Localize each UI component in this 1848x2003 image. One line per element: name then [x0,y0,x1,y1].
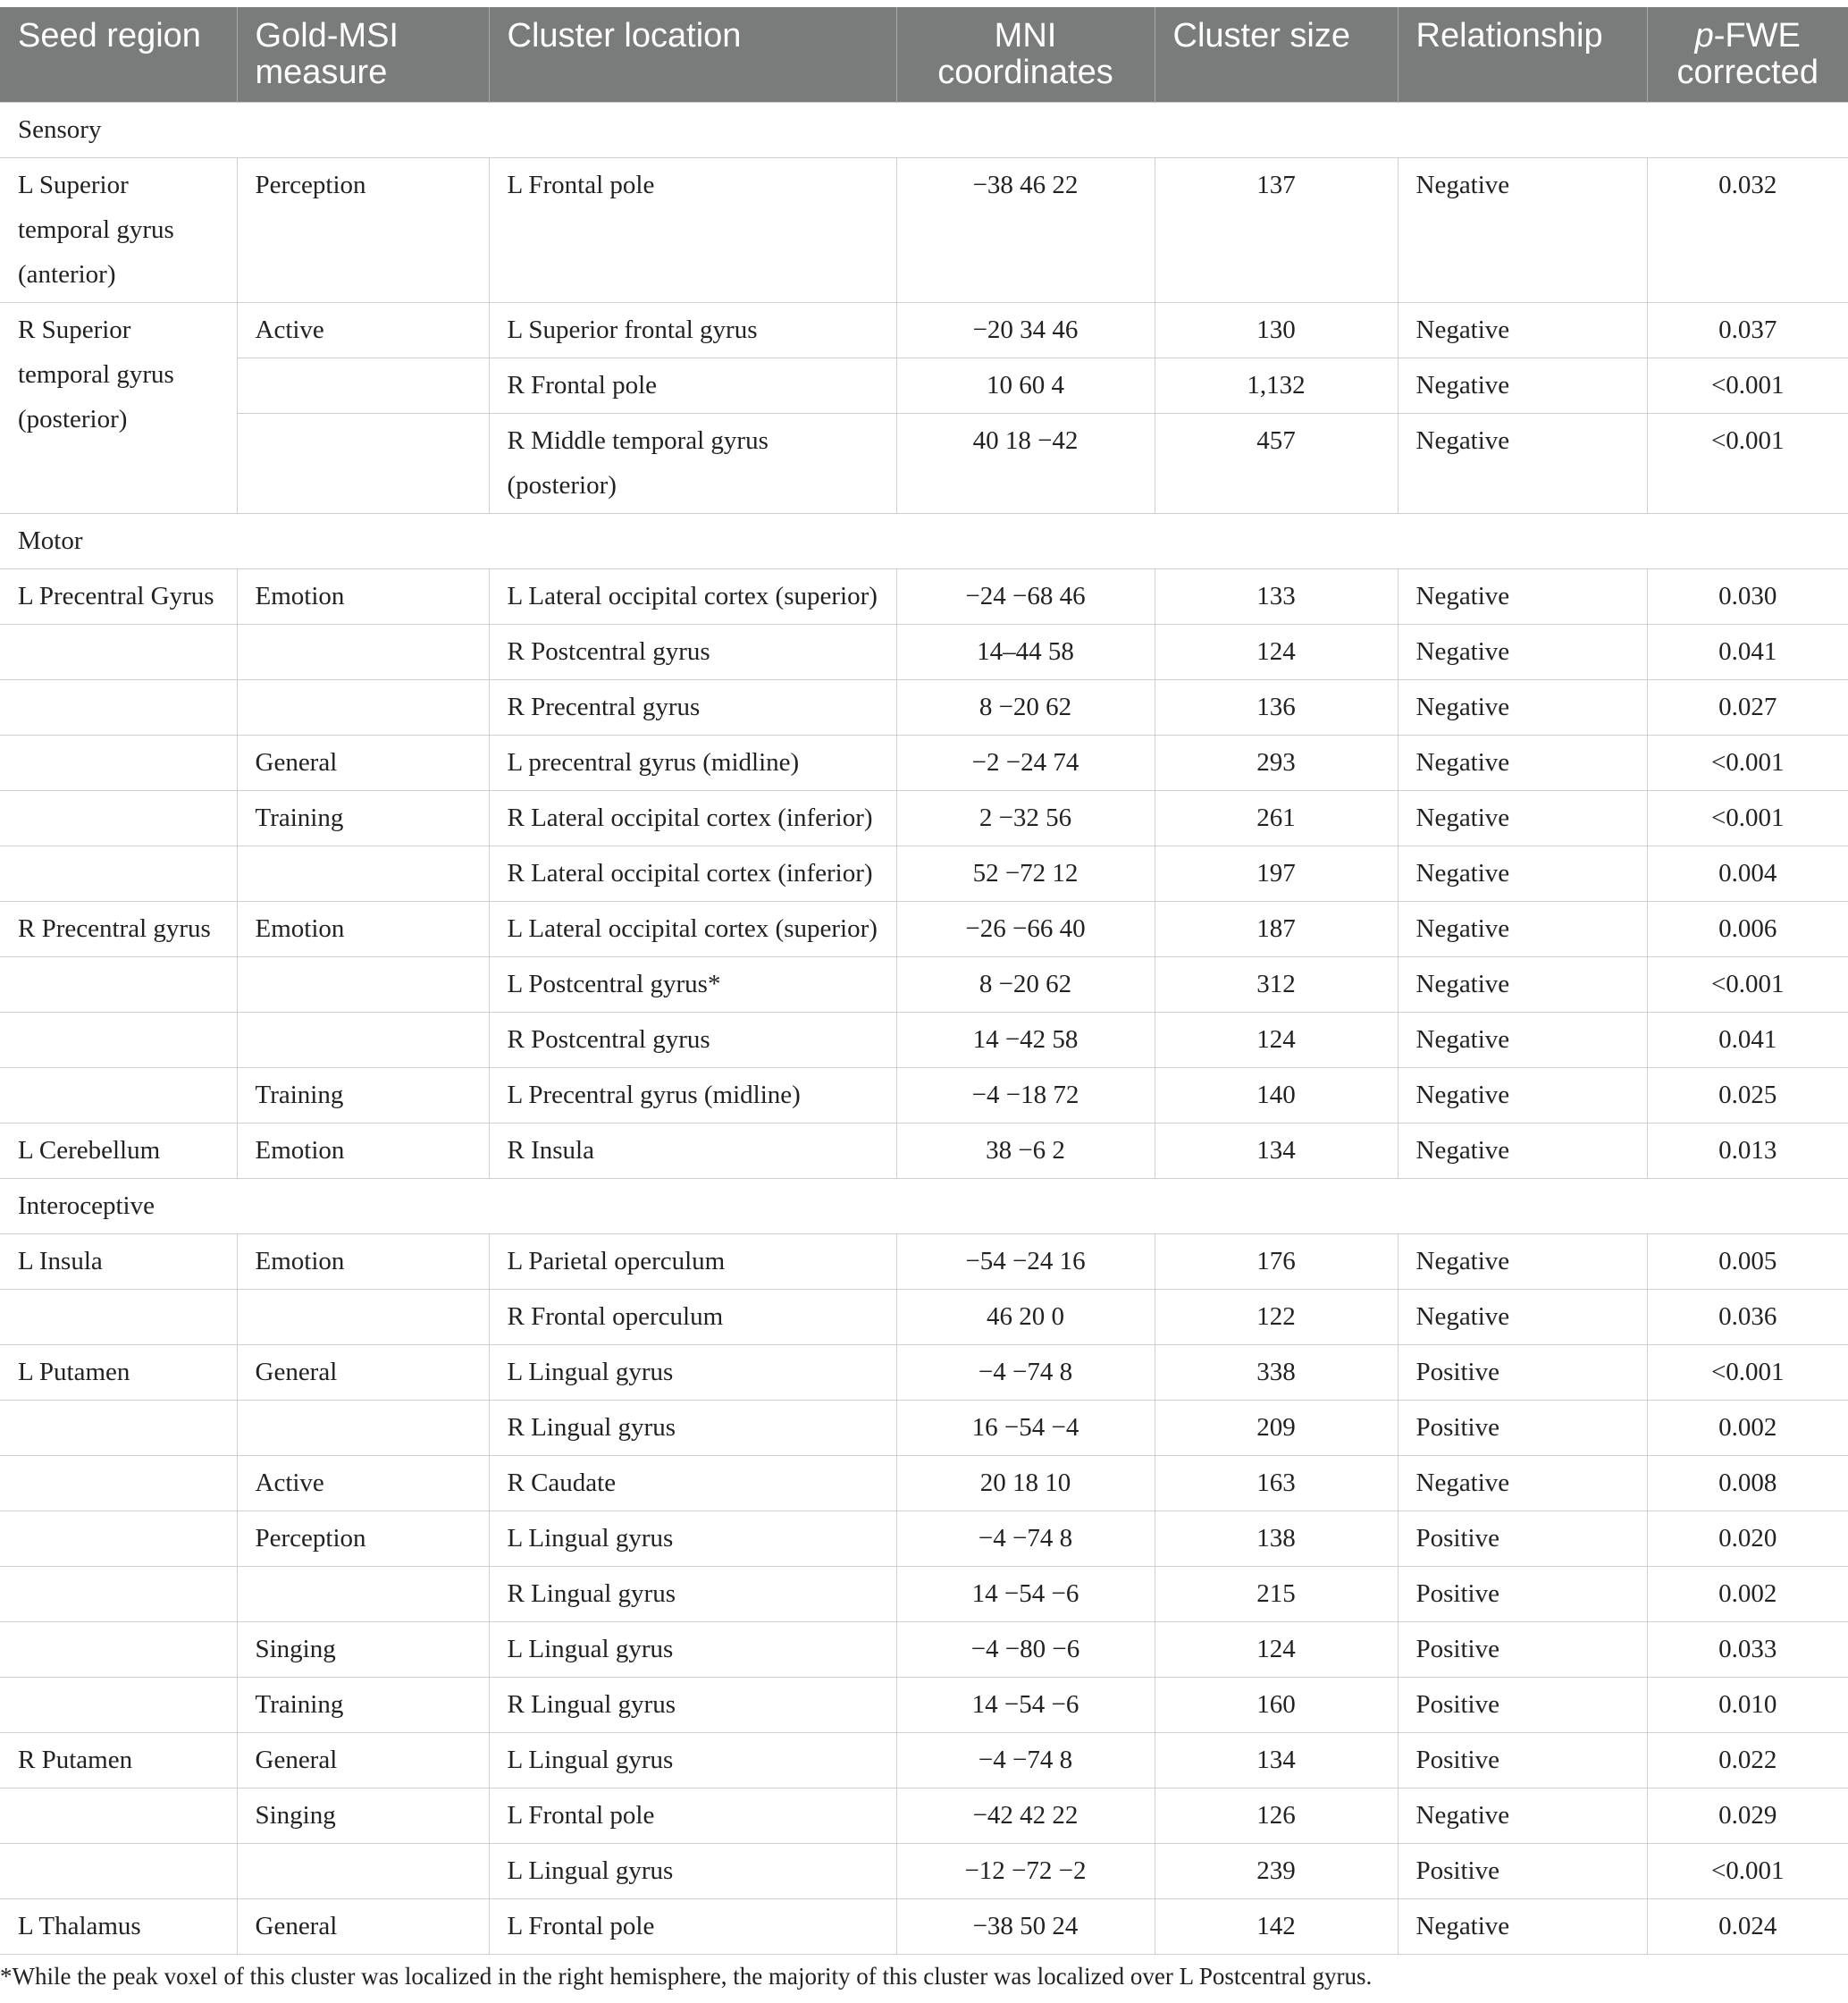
cell-gold-msi-measure: General [237,1733,489,1788]
cell-relationship: Negative [1398,1013,1647,1068]
cell-gold-msi-measure [237,1844,489,1899]
cell-cluster-size: 122 [1155,1290,1398,1345]
results-table-container [0,7,1848,1955]
cell-gold-msi-measure: General [237,1345,489,1401]
cell-mni-coordinates: −4 −74 8 [896,1345,1155,1401]
table-row [0,1456,1848,1511]
cell-cluster-location: R Frontal pole [489,358,896,414]
cell-gold-msi-measure: Active [237,303,489,358]
cell-mni-coordinates: 8 −20 62 [896,680,1155,736]
cell-gold-msi-measure: Training [237,1678,489,1733]
cell-seed-region [0,1622,237,1678]
header-p-italic: p [1694,17,1714,55]
cell-mni-coordinates: −38 46 22 [896,158,1155,303]
cell-cluster-size: 209 [1155,1401,1398,1456]
cell-cluster-location: R Postcentral gyrus [489,1013,896,1068]
cell-p-fwe: 0.020 [1647,1511,1848,1567]
cell-relationship: Positive [1398,1511,1647,1567]
cell-relationship: Negative [1398,358,1647,414]
cell-gold-msi-measure: Training [237,791,489,846]
table-row [0,902,1848,957]
cell-mni-coordinates: 14 −42 58 [896,1013,1155,1068]
cell-mni-coordinates: −42 42 22 [896,1788,1155,1844]
cell-gold-msi-measure: Emotion [237,1124,489,1179]
cell-gold-msi-measure: Emotion [237,902,489,957]
cell-cluster-size: 124 [1155,1622,1398,1678]
section-label: Interoceptive [0,1179,1848,1234]
cell-p-fwe: 0.024 [1647,1899,1848,1955]
cell-relationship: Negative [1398,902,1647,957]
cell-mni-coordinates: −20 34 46 [896,303,1155,358]
cell-cluster-location: L Postcentral gyrus* [489,957,896,1013]
cell-mni-coordinates: 14 −54 −6 [896,1567,1155,1622]
cell-cluster-location: L Lingual gyrus [489,1844,896,1899]
cell-gold-msi-measure [237,414,489,514]
cell-p-fwe: 0.037 [1647,303,1848,358]
cell-seed-region [0,625,237,680]
cell-relationship: Positive [1398,1733,1647,1788]
table-row [0,1013,1848,1068]
cell-cluster-location: R Middle temporal gyrus (posterior) [489,414,896,514]
table-row [0,680,1848,736]
cell-relationship: Negative [1398,846,1647,902]
cell-cluster-location: L Frontal pole [489,158,896,303]
cell-seed-region: L Insula [0,1234,237,1290]
cell-mni-coordinates: −38 50 24 [896,1899,1155,1955]
cell-p-fwe: <0.001 [1647,957,1848,1013]
table-row [0,1068,1848,1124]
table-row [0,158,1848,303]
cell-p-fwe: 0.005 [1647,1234,1848,1290]
cell-cluster-location: L Superior frontal gyrus [489,303,896,358]
cell-cluster-location: L Frontal pole [489,1788,896,1844]
table-row [0,1567,1848,1622]
cell-seed-region [0,1511,237,1567]
cell-relationship: Negative [1398,680,1647,736]
cell-mni-coordinates: 20 18 10 [896,1456,1155,1511]
cell-seed-region: L Putamen [0,1345,237,1401]
cell-cluster-size: 312 [1155,957,1398,1013]
cell-mni-coordinates: −26 −66 40 [896,902,1155,957]
cell-mni-coordinates: 46 20 0 [896,1290,1155,1345]
table-row [0,1290,1848,1345]
table-row [0,1678,1848,1733]
table-row [0,414,1848,514]
cell-relationship: Negative [1398,569,1647,625]
cell-cluster-location: L Lingual gyrus [489,1345,896,1401]
cell-seed-region: R Superior temporal gyrus (posterior) [0,303,237,514]
cell-relationship: Negative [1398,303,1647,358]
cell-mni-coordinates: 8 −20 62 [896,957,1155,1013]
cell-p-fwe: 0.027 [1647,680,1848,736]
cell-mni-coordinates: −12 −72 −2 [896,1844,1155,1899]
cell-cluster-location: L Lingual gyrus [489,1622,896,1678]
cell-mni-coordinates: −4 −74 8 [896,1511,1155,1567]
cell-cluster-size: 124 [1155,1013,1398,1068]
cell-cluster-size: 215 [1155,1567,1398,1622]
cell-p-fwe: 0.006 [1647,902,1848,957]
table-row [0,1401,1848,1456]
cell-relationship: Negative [1398,158,1647,303]
cell-cluster-location: R Frontal operculum [489,1290,896,1345]
cell-seed-region [0,957,237,1013]
cell-mni-coordinates: 52 −72 12 [896,846,1155,902]
cell-cluster-size: 138 [1155,1511,1398,1567]
table-row [0,791,1848,846]
cell-seed-region [0,736,237,791]
cell-seed-region [0,1678,237,1733]
cell-cluster-size: 137 [1155,158,1398,303]
cell-seed-region: R Precentral gyrus [0,902,237,957]
table-row [0,1844,1848,1899]
cell-p-fwe: 0.002 [1647,1567,1848,1622]
cell-relationship: Negative [1398,1068,1647,1124]
cell-gold-msi-measure: Perception [237,1511,489,1567]
cell-seed-region [0,1456,237,1511]
cell-mni-coordinates: −54 −24 16 [896,1234,1155,1290]
cell-cluster-location: L Lingual gyrus [489,1733,896,1788]
cell-p-fwe: 0.002 [1647,1401,1848,1456]
table-row [0,1622,1848,1678]
cell-cluster-location: L Frontal pole [489,1899,896,1955]
section-label: Sensory [0,103,1848,158]
cell-p-fwe: 0.008 [1647,1456,1848,1511]
cell-mni-coordinates: 40 18 −42 [896,414,1155,514]
cell-p-fwe: 0.036 [1647,1290,1848,1345]
table-row [0,846,1848,902]
cell-seed-region [0,1788,237,1844]
cell-cluster-size: 136 [1155,680,1398,736]
header-gold-msi-measure: Gold-MSI measure [237,7,489,103]
cell-relationship: Negative [1398,736,1647,791]
cell-mni-coordinates: −4 −80 −6 [896,1622,1155,1678]
cell-cluster-size: 142 [1155,1899,1398,1955]
cell-gold-msi-measure [237,1567,489,1622]
cell-p-fwe: 0.022 [1647,1733,1848,1788]
cell-cluster-size: 261 [1155,791,1398,846]
cell-cluster-size: 163 [1155,1456,1398,1511]
table-body [0,103,1848,1955]
cell-p-fwe: <0.001 [1647,1345,1848,1401]
cell-relationship: Negative [1398,1899,1647,1955]
table-row [0,736,1848,791]
cell-mni-coordinates: −4 −74 8 [896,1733,1155,1788]
cell-relationship: Negative [1398,791,1647,846]
table-row [0,1733,1848,1788]
header-cluster-location: Cluster location [489,7,896,103]
cell-gold-msi-measure: Singing [237,1622,489,1678]
cell-p-fwe: 0.029 [1647,1788,1848,1844]
cell-cluster-size: 176 [1155,1234,1398,1290]
cell-cluster-size: 160 [1155,1678,1398,1733]
cell-cluster-size: 134 [1155,1124,1398,1179]
cell-seed-region: L Superior temporal gyrus (anterior) [0,158,237,303]
cell-cluster-location: R Lateral occipital cortex (inferior) [489,846,896,902]
cell-p-fwe: 0.041 [1647,1013,1848,1068]
cell-cluster-location: L Precentral gyrus (midline) [489,1068,896,1124]
cell-relationship: Negative [1398,1788,1647,1844]
cell-seed-region: L Thalamus [0,1899,237,1955]
cell-cluster-size: 134 [1155,1733,1398,1788]
cell-p-fwe: <0.001 [1647,414,1848,514]
cell-cluster-location: L Lingual gyrus [489,1511,896,1567]
cell-seed-region [0,1013,237,1068]
table-row [0,569,1848,625]
table-row [0,1124,1848,1179]
cell-cluster-location: R Lingual gyrus [489,1567,896,1622]
cell-gold-msi-measure [237,358,489,414]
cell-relationship: Positive [1398,1345,1647,1401]
cell-p-fwe: 0.004 [1647,846,1848,902]
cell-cluster-location: R Lingual gyrus [489,1401,896,1456]
cell-cluster-size: 126 [1155,1788,1398,1844]
table-header-row [0,7,1848,103]
section-row [0,514,1848,569]
cell-cluster-size: 124 [1155,625,1398,680]
cell-seed-region [0,1567,237,1622]
cell-relationship: Negative [1398,1124,1647,1179]
cell-gold-msi-measure: Emotion [237,1234,489,1290]
cell-seed-region [0,680,237,736]
cell-mni-coordinates: −2 −24 74 [896,736,1155,791]
cell-seed-region [0,1401,237,1456]
cell-p-fwe: 0.025 [1647,1068,1848,1124]
table-footnote: *While the peak voxel of this cluster was localized in the right hemisphere, the majority of this cluster was localized over L Postcentral gyrus. [0,1963,1373,1990]
header-p-fwe-corrected [1647,7,1848,103]
cell-gold-msi-measure: Singing [237,1788,489,1844]
table-row [0,1345,1848,1401]
cell-gold-msi-measure [237,957,489,1013]
cell-cluster-location: R Lingual gyrus [489,1678,896,1733]
cell-p-fwe: 0.010 [1647,1678,1848,1733]
cell-mni-coordinates: 38 −6 2 [896,1124,1155,1179]
header-mni-coordinates: MNI coordinates [896,7,1155,103]
table-row [0,625,1848,680]
cell-cluster-size: 293 [1155,736,1398,791]
cell-cluster-size: 140 [1155,1068,1398,1124]
cell-p-fwe: <0.001 [1647,358,1848,414]
cell-p-fwe: 0.030 [1647,569,1848,625]
cell-gold-msi-measure: Perception [237,158,489,303]
section-row [0,103,1848,158]
cell-cluster-size: 197 [1155,846,1398,902]
cell-relationship: Negative [1398,414,1647,514]
cell-cluster-size: 457 [1155,414,1398,514]
table-row [0,358,1848,414]
cell-relationship: Positive [1398,1567,1647,1622]
header-seed-region: Seed region [0,7,237,103]
cell-seed-region [0,1844,237,1899]
cell-relationship: Negative [1398,625,1647,680]
cell-cluster-location: L Lateral occipital cortex (superior) [489,569,896,625]
cell-cluster-size: 130 [1155,303,1398,358]
cell-relationship: Positive [1398,1678,1647,1733]
cell-gold-msi-measure [237,625,489,680]
cell-gold-msi-measure [237,680,489,736]
cell-p-fwe: <0.001 [1647,1844,1848,1899]
cell-cluster-size: 187 [1155,902,1398,957]
cell-p-fwe: <0.001 [1647,736,1848,791]
cell-gold-msi-measure: General [237,1899,489,1955]
cell-mni-coordinates: 16 −54 −4 [896,1401,1155,1456]
cell-seed-region [0,1068,237,1124]
cell-gold-msi-measure [237,1290,489,1345]
cell-relationship: Negative [1398,1290,1647,1345]
cell-seed-region: R Putamen [0,1733,237,1788]
cell-cluster-size: 133 [1155,569,1398,625]
cell-mni-coordinates: 2 −32 56 [896,791,1155,846]
cell-relationship: Negative [1398,957,1647,1013]
table-row [0,303,1848,358]
cell-mni-coordinates: −24 −68 46 [896,569,1155,625]
header-p-rest: -FWE corrected [1676,17,1819,91]
cell-cluster-size: 1,132 [1155,358,1398,414]
cell-cluster-size: 338 [1155,1345,1398,1401]
cell-mni-coordinates: 14–44 58 [896,625,1155,680]
cell-p-fwe: 0.041 [1647,625,1848,680]
cell-gold-msi-measure: General [237,736,489,791]
cell-gold-msi-measure: Emotion [237,569,489,625]
cell-cluster-location: R Precentral gyrus [489,680,896,736]
cell-gold-msi-measure [237,846,489,902]
cell-seed-region: L Cerebellum [0,1124,237,1179]
cell-cluster-location: R Postcentral gyrus [489,625,896,680]
results-table [0,7,1848,1955]
cell-cluster-location: R Caudate [489,1456,896,1511]
cell-p-fwe: 0.033 [1647,1622,1848,1678]
cell-relationship: Negative [1398,1456,1647,1511]
section-label: Motor [0,514,1848,569]
table-row [0,1511,1848,1567]
cell-p-fwe: 0.032 [1647,158,1848,303]
cell-p-fwe: <0.001 [1647,791,1848,846]
cell-mni-coordinates: −4 −18 72 [896,1068,1155,1124]
cell-cluster-location: R Insula [489,1124,896,1179]
cell-cluster-location: L Lateral occipital cortex (superior) [489,902,896,957]
table-row [0,1234,1848,1290]
cell-gold-msi-measure: Active [237,1456,489,1511]
cell-seed-region [0,846,237,902]
cell-gold-msi-measure [237,1013,489,1068]
cell-cluster-size: 239 [1155,1844,1398,1899]
cell-relationship: Negative [1398,1234,1647,1290]
cell-mni-coordinates: 10 60 4 [896,358,1155,414]
cell-mni-coordinates: 14 −54 −6 [896,1678,1155,1733]
cell-cluster-location: L precentral gyrus (midline) [489,736,896,791]
section-row [0,1179,1848,1234]
cell-seed-region [0,791,237,846]
cell-relationship: Positive [1398,1622,1647,1678]
cell-relationship: Positive [1398,1844,1647,1899]
table-row [0,957,1848,1013]
cell-seed-region: L Precentral Gyrus [0,569,237,625]
header-relationship: Relationship [1398,7,1647,103]
cell-seed-region [0,1290,237,1345]
header-cluster-size: Cluster size [1155,7,1398,103]
cell-cluster-location: L Parietal operculum [489,1234,896,1290]
cell-gold-msi-measure: Training [237,1068,489,1124]
table-row [0,1899,1848,1955]
cell-gold-msi-measure [237,1401,489,1456]
cell-cluster-location: R Lateral occipital cortex (inferior) [489,791,896,846]
table-row [0,1788,1848,1844]
cell-p-fwe: 0.013 [1647,1124,1848,1179]
cell-relationship: Positive [1398,1401,1647,1456]
